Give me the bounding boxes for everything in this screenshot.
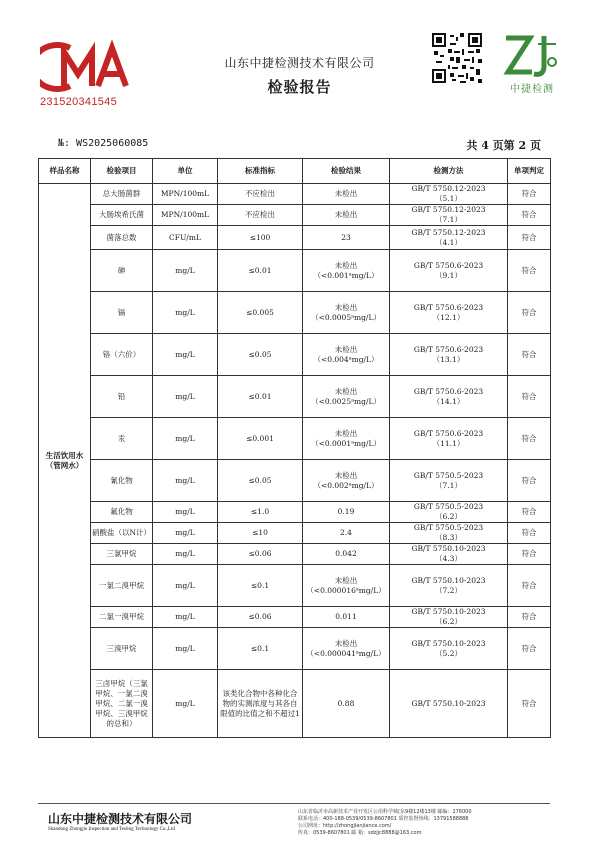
result-detection-limit: （<0.0005ᵃmg/L） bbox=[311, 312, 381, 322]
method-standard: GB/T 5750.12-2023 bbox=[411, 184, 486, 193]
table-row bbox=[39, 334, 551, 376]
method-standard: GB/T 5750.10-2023 bbox=[411, 544, 486, 553]
method-cell bbox=[390, 565, 508, 607]
result-cell bbox=[303, 544, 390, 565]
standard-cell: ≤0.06 bbox=[218, 544, 303, 565]
method-standard: GB/T 5750.6-2023 bbox=[413, 386, 484, 396]
item-cell: 氟化物 bbox=[91, 502, 153, 523]
table-row bbox=[39, 523, 551, 544]
result-value: 2.4 bbox=[340, 528, 352, 537]
verdict-cell: 符合 bbox=[508, 628, 551, 670]
result-cell bbox=[303, 184, 390, 205]
standard-cell: 该类化合物中各种化合物的实测浓度与其各自限值的比值之和不超过1 bbox=[218, 670, 303, 738]
table-row bbox=[39, 226, 551, 250]
method-cell bbox=[390, 376, 508, 418]
method-standard: GB/T 5750.6-2023 bbox=[413, 344, 484, 354]
item-cell: 三溴甲烷 bbox=[91, 628, 153, 670]
method-clause: （7.1） bbox=[435, 215, 462, 224]
item-cell: 大肠埃希氏菌 bbox=[91, 205, 153, 226]
method-cell bbox=[390, 628, 508, 670]
brand-logo bbox=[500, 32, 560, 80]
verdict-cell: 符合 bbox=[508, 205, 551, 226]
unit-cell: MPN/100mL bbox=[153, 184, 218, 205]
unit-cell: mg/L bbox=[153, 628, 218, 670]
unit-cell: mg/L bbox=[153, 565, 218, 607]
unit-cell: mg/L bbox=[153, 334, 218, 376]
sample-name-cell: 生活饮用水（管网水） bbox=[39, 184, 91, 738]
unit-cell: mg/L bbox=[153, 607, 218, 628]
unit-cell: mg/L bbox=[153, 250, 218, 292]
brand-logo-text: 中捷检测 bbox=[510, 84, 554, 95]
result-detection-limit: （<0.002ᵃmg/L） bbox=[313, 480, 379, 490]
item-cell: 汞 bbox=[91, 418, 153, 460]
standard-cell: ≤0.05 bbox=[218, 334, 303, 376]
unit-cell: mg/L bbox=[153, 502, 218, 523]
verdict-cell: 符合 bbox=[508, 226, 551, 250]
method-clause: （7.2） bbox=[435, 585, 462, 595]
table-row bbox=[39, 292, 551, 334]
header-cell: 单位 bbox=[153, 159, 218, 184]
method-clause: （7.1） bbox=[435, 480, 462, 490]
result-value: 0.042 bbox=[335, 549, 357, 558]
table-row bbox=[39, 250, 551, 292]
table-row bbox=[39, 376, 551, 418]
method-standard: GB/T 5750.10-2023 bbox=[411, 575, 486, 585]
item-cell: 铅 bbox=[91, 376, 153, 418]
result-cell bbox=[303, 607, 390, 628]
footer-phone: 联系电话：400-188-0539/0539-8607801 质控监督热线：13791588888 bbox=[298, 816, 469, 822]
standard-cell: ≤100 bbox=[218, 226, 303, 250]
unit-cell: mg/L bbox=[153, 523, 218, 544]
result-detection-limit: （<0.000041ᵃmg/L） bbox=[306, 648, 386, 658]
header-cell: 检验结果 bbox=[303, 159, 390, 184]
standard-cell: ≤0.01 bbox=[218, 376, 303, 418]
result-value: 23 bbox=[341, 232, 351, 242]
result-value: 未检出 bbox=[334, 344, 358, 354]
result-value: 未检出 bbox=[334, 302, 358, 312]
page-info: 共 4 页第 2 页 bbox=[466, 139, 541, 152]
result-cell bbox=[303, 670, 390, 738]
verdict-cell: 符合 bbox=[508, 184, 551, 205]
item-cell: 三卤甲烷（三氯甲烷、一氯二溴甲烷、二氯一溴甲烷、三溴甲烷的总和） bbox=[91, 670, 153, 738]
method-cell bbox=[390, 184, 508, 205]
standard-cell: ≤1.0 bbox=[218, 502, 303, 523]
method-standard: GB/T 5750.10-2023 bbox=[411, 607, 486, 616]
footer-company-en: Shandong Zhongjie Inspection and Testing Technology Co.,Ltd bbox=[48, 827, 175, 832]
result-value: 未检出 bbox=[334, 575, 358, 585]
method-standard: GB/T 5750.6-2023 bbox=[413, 260, 484, 270]
standard-cell: ≤0.001 bbox=[218, 418, 303, 460]
method-cell bbox=[390, 334, 508, 376]
header-cell: 样品名称 bbox=[39, 159, 91, 184]
verdict-cell: 符合 bbox=[508, 565, 551, 607]
method-standard: GB/T 5750.5-2023 bbox=[413, 502, 484, 511]
result-value: 0.011 bbox=[335, 612, 357, 621]
method-standard: GB/T 5750.6-2023 bbox=[413, 428, 484, 438]
verdict-cell: 符合 bbox=[508, 292, 551, 334]
header-cell: 检验项目 bbox=[91, 159, 153, 184]
method-standard: GB/T 5750.10-2023 bbox=[411, 698, 486, 708]
unit-cell: mg/L bbox=[153, 418, 218, 460]
result-cell bbox=[303, 418, 390, 460]
unit-cell: mg/L bbox=[153, 670, 218, 738]
standard-cell: 不应检出 bbox=[218, 205, 303, 226]
standard-cell: ≤0.01 bbox=[218, 250, 303, 292]
item-cell: 总大肠菌群 bbox=[91, 184, 153, 205]
result-value: 未检出 bbox=[334, 260, 358, 270]
unit-cell: CFU/mL bbox=[153, 226, 218, 250]
verdict-cell: 符合 bbox=[508, 460, 551, 502]
table-row bbox=[39, 565, 551, 607]
method-clause: （12.1） bbox=[432, 312, 465, 322]
method-standard: GB/T 5750.5-2023 bbox=[413, 523, 484, 532]
report-number: №: WS2025060085 bbox=[58, 138, 149, 149]
item-cell: 氰化物 bbox=[91, 460, 153, 502]
method-standard: GB/T 5750.6-2023 bbox=[413, 302, 484, 312]
item-cell: 铬（六价） bbox=[91, 334, 153, 376]
table-row bbox=[39, 628, 551, 670]
result-detection-limit: （<0.000016ᵃmg/L） bbox=[306, 585, 386, 595]
method-clause: （4.3） bbox=[435, 554, 462, 563]
method-standard: GB/T 5750.5-2023 bbox=[413, 470, 484, 480]
report-title: 检验报告 bbox=[267, 78, 332, 96]
result-value: 未检出 bbox=[334, 386, 358, 396]
table-row bbox=[39, 184, 551, 205]
method-clause: （13.1） bbox=[432, 354, 465, 364]
method-cell bbox=[390, 523, 508, 544]
header-cell: 单项判定 bbox=[508, 159, 551, 184]
standard-cell: ≤0.06 bbox=[218, 607, 303, 628]
method-clause: （11.1） bbox=[432, 438, 465, 448]
header-cell: 标准指标 bbox=[218, 159, 303, 184]
item-cell: 镉 bbox=[91, 292, 153, 334]
item-cell: 菌落总数 bbox=[91, 226, 153, 250]
result-value: 未检出 bbox=[334, 428, 358, 438]
item-cell: 二氯一溴甲烷 bbox=[91, 607, 153, 628]
method-standard: GB/T 5750.12-2023 bbox=[411, 205, 486, 214]
method-standard: GB/T 5750.12-2023 bbox=[411, 227, 486, 237]
footer-divider bbox=[38, 803, 550, 804]
result-cell bbox=[303, 292, 390, 334]
verdict-cell: 符合 bbox=[508, 523, 551, 544]
method-clause: （6.2） bbox=[435, 512, 462, 521]
result-cell bbox=[303, 628, 390, 670]
result-cell bbox=[303, 565, 390, 607]
result-cell bbox=[303, 523, 390, 544]
verdict-cell: 符合 bbox=[508, 418, 551, 460]
verdict-cell: 符合 bbox=[508, 250, 551, 292]
method-clause: （9.1） bbox=[435, 270, 462, 280]
table-header-row bbox=[39, 159, 551, 184]
method-clause: （6.2） bbox=[435, 617, 462, 626]
method-cell bbox=[390, 502, 508, 523]
method-cell bbox=[390, 607, 508, 628]
standard-cell: ≤10 bbox=[218, 523, 303, 544]
results-table bbox=[38, 158, 551, 738]
result-value: 未检出 bbox=[334, 638, 358, 648]
item-cell: 硝酸盐（以N计） bbox=[91, 523, 153, 544]
standard-cell: 不应检出 bbox=[218, 184, 303, 205]
unit-cell: mg/L bbox=[153, 460, 218, 502]
method-cell bbox=[390, 544, 508, 565]
method-standard: GB/T 5750.10-2023 bbox=[411, 638, 486, 648]
item-cell: 一氯二溴甲烷 bbox=[91, 565, 153, 607]
standard-cell: ≤0.1 bbox=[218, 628, 303, 670]
unit-cell: mg/L bbox=[153, 292, 218, 334]
method-clause: （4.1） bbox=[435, 237, 462, 247]
unit-cell: mg/L bbox=[153, 544, 218, 565]
cma-number: 231520341545 bbox=[40, 96, 118, 108]
table-row bbox=[39, 670, 551, 738]
method-cell bbox=[390, 460, 508, 502]
result-cell bbox=[303, 250, 390, 292]
result-cell bbox=[303, 376, 390, 418]
result-cell bbox=[303, 502, 390, 523]
method-cell bbox=[390, 670, 508, 738]
result-value: 未检出 bbox=[334, 210, 358, 219]
result-detection-limit: （<0.001ᵃmg/L） bbox=[313, 270, 379, 280]
result-detection-limit: （<0.0025ᵃmg/L） bbox=[311, 396, 381, 406]
method-cell bbox=[390, 418, 508, 460]
result-cell bbox=[303, 205, 390, 226]
result-cell bbox=[303, 334, 390, 376]
method-cell bbox=[390, 205, 508, 226]
standard-cell: ≤0.05 bbox=[218, 460, 303, 502]
method-cell bbox=[390, 292, 508, 334]
table-row bbox=[39, 607, 551, 628]
result-cell bbox=[303, 226, 390, 250]
unit-cell: MPN/100mL bbox=[153, 205, 218, 226]
company-name: 山东中捷检测技术有限公司 bbox=[224, 56, 375, 70]
result-cell bbox=[303, 460, 390, 502]
item-cell: 砷 bbox=[91, 250, 153, 292]
verdict-cell: 符合 bbox=[508, 544, 551, 565]
verdict-cell: 符合 bbox=[508, 670, 551, 738]
verdict-cell: 符合 bbox=[508, 607, 551, 628]
item-cell: 三氯甲烷 bbox=[91, 544, 153, 565]
standard-cell: ≤0.005 bbox=[218, 292, 303, 334]
footer-company: 山东中捷检测技术有限公司 bbox=[48, 812, 193, 826]
footer-address: 山东省临沂市高新技术产业开发区公用科学城(东9楼12楼13楼 邮编：276000 bbox=[298, 809, 472, 815]
verdict-cell: 符合 bbox=[508, 334, 551, 376]
result-detection-limit: （<0.004ᵃmg/L） bbox=[313, 354, 379, 364]
table-row bbox=[39, 502, 551, 523]
table-row bbox=[39, 460, 551, 502]
result-detection-limit: （<0.0001ᵃmg/L） bbox=[311, 438, 381, 448]
result-value: 未检出 bbox=[334, 189, 358, 198]
method-clause: （14.1） bbox=[432, 396, 465, 406]
footer-fax-email: 传真：0539-8607801 邮 箱：sdzjjc8888@163.com bbox=[298, 830, 422, 836]
method-cell bbox=[390, 226, 508, 250]
table-row bbox=[39, 544, 551, 565]
result-value: 0.19 bbox=[337, 507, 355, 516]
unit-cell: mg/L bbox=[153, 376, 218, 418]
table-row bbox=[39, 418, 551, 460]
standard-cell: ≤0.1 bbox=[218, 565, 303, 607]
method-clause: （8.3） bbox=[435, 533, 462, 542]
footer-website: 公司网址：http://zhongjianjiance.com/ bbox=[298, 823, 392, 829]
method-cell bbox=[390, 250, 508, 292]
result-value: 0.88 bbox=[337, 698, 355, 708]
result-value: 未检出 bbox=[334, 470, 358, 480]
verdict-cell: 符合 bbox=[508, 502, 551, 523]
table-row bbox=[39, 205, 551, 226]
footer-contact bbox=[298, 809, 472, 837]
qr-code-icon bbox=[432, 33, 482, 83]
method-clause: （5.2） bbox=[435, 648, 462, 658]
method-clause: （5.1） bbox=[435, 194, 462, 203]
verdict-cell: 符合 bbox=[508, 376, 551, 418]
header-cell: 检测方法 bbox=[390, 159, 508, 184]
